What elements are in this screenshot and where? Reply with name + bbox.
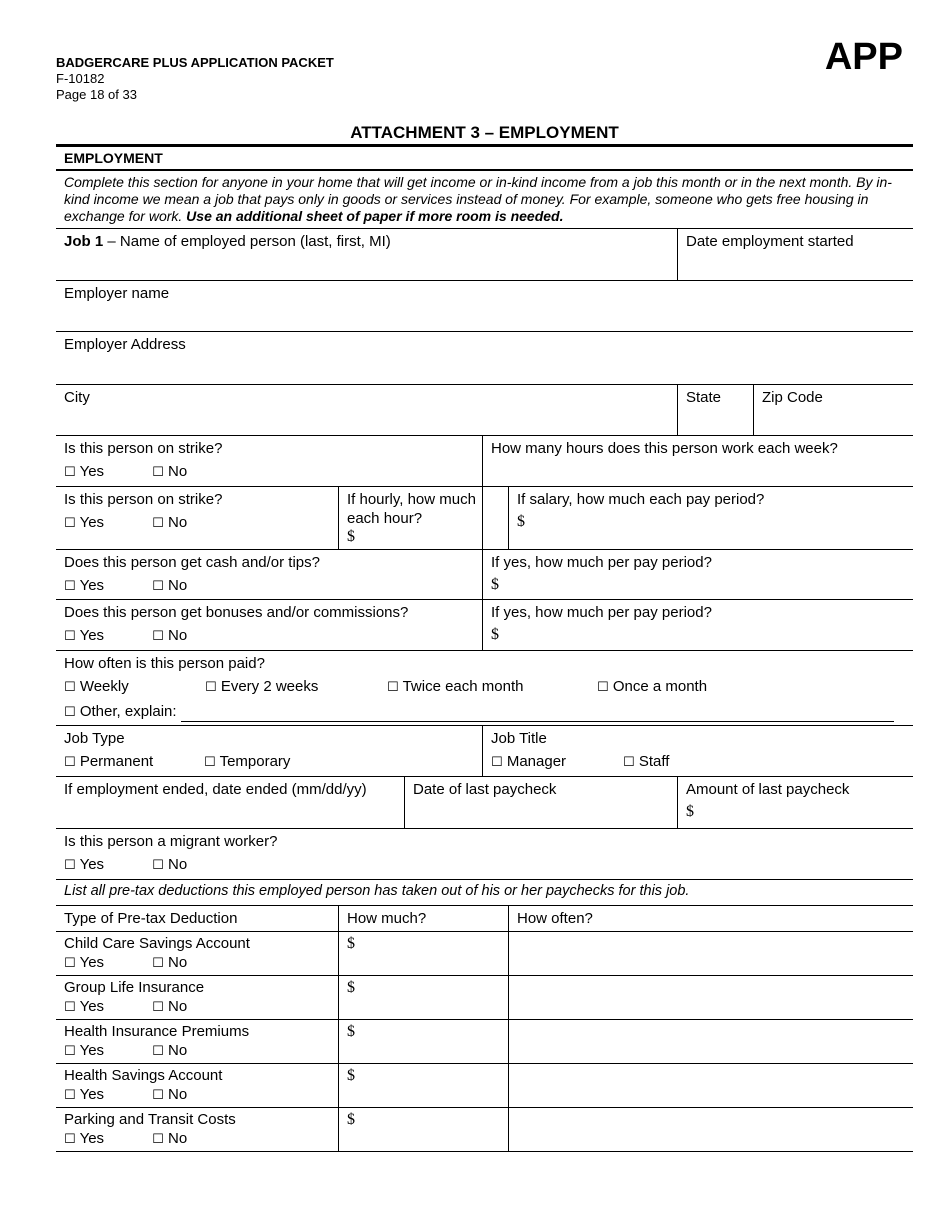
last-paycheck-date-field[interactable]: Date of last paycheck	[404, 777, 677, 828]
zip-field[interactable]: Zip Code	[753, 385, 913, 435]
job-type-question: Job Type ☐ Permanent ☐ Temporary	[64, 730, 291, 770]
strike-yes-checkbox[interactable]: ☐ Yes	[64, 463, 105, 480]
strike2-no-checkbox[interactable]: ☐ No	[152, 514, 188, 531]
hours-per-week-field[interactable]: How many hours does this person work each week?	[482, 436, 913, 486]
deduction-row	[56, 976, 913, 1020]
deduction-row	[56, 1020, 913, 1064]
deduction-row	[56, 1108, 913, 1152]
deduction-type-label: Health Insurance Premiums	[64, 1023, 250, 1040]
pay-weekly-checkbox[interactable]: ☐ Weekly	[64, 678, 129, 695]
pay-frequency-question: How often is this person paid? ☐ Weekly ☐ Every 2 weeks ☐ Twice each month ☐ Once a month ☐ Other, explain:	[56, 651, 913, 725]
deduction-yes-checkbox[interactable]: ☐ Yes	[64, 1042, 105, 1059]
employer-name-field[interactable]: Employer name	[64, 285, 170, 302]
job-title-question: Job Title ☐ Manager ☐ Staff	[482, 726, 913, 776]
deduction-yes-checkbox[interactable]: ☐ Yes	[64, 1086, 105, 1103]
bonus-question: Does this person get bonuses and/or commissions? ☐ Yes ☐ No	[64, 604, 409, 644]
pay-monthly-checkbox[interactable]: ☐ Once a month	[597, 678, 708, 695]
pay-other-checkbox[interactable]: ☐ Other, explain:	[64, 703, 177, 720]
col-how-often: How often?	[508, 906, 913, 931]
bonus-amount-field[interactable]: If yes, how much per pay period? $	[482, 600, 913, 650]
job-type-permanent-checkbox[interactable]: ☐ Permanent	[64, 753, 154, 770]
form-header	[56, 55, 334, 103]
deduction-row	[56, 1064, 913, 1108]
col-deduction-type: Type of Pre-tax Deduction	[64, 910, 238, 927]
section-intro: Complete this section for anyone in your home that will get income or in-kind income from a job this month or in the next month. By in-kind income we mean a job that pays only in goods or services instead of money. For example, someone who gets free housing in exchange for work. Use an additional sheet of paper if more room is needed.	[64, 174, 892, 224]
tips-question: Does this person get cash and/or tips? ☐ Yes ☐ No	[64, 554, 320, 594]
deductions-header-row	[56, 906, 913, 932]
hourly-rate-field[interactable]: If hourly, how much each hour? $	[338, 487, 482, 549]
pay-other-explain-input[interactable]	[181, 706, 894, 722]
employer-address-field[interactable]: Employer Address	[64, 336, 186, 353]
tips-yes-checkbox[interactable]: ☐ Yes	[64, 577, 105, 594]
form-number: F-10182	[56, 71, 105, 86]
state-field[interactable]: State	[677, 385, 753, 435]
strike-question: Is this person on strike? ☐ Yes ☐ No	[64, 440, 223, 480]
tips-amount-field[interactable]: If yes, how much per pay period? $	[482, 550, 913, 599]
salary-field[interactable]: If salary, how much each pay period? $	[508, 487, 913, 549]
deduction-type-label: Child Care Savings Account	[64, 935, 250, 952]
migrant-no-checkbox[interactable]: ☐ No	[152, 856, 188, 873]
date-ended-field[interactable]: If employment ended, date ended (mm/dd/yy)	[64, 781, 367, 798]
deduction-type-label: Health Savings Account	[64, 1067, 223, 1084]
page-title: ATTACHMENT 3 – EMPLOYMENT	[350, 123, 619, 142]
strike2-yes-checkbox[interactable]: ☐ Yes	[64, 514, 105, 531]
bonus-no-checkbox[interactable]: ☐ No	[152, 627, 188, 644]
deduction-amount-field[interactable]: $	[338, 1108, 508, 1151]
deduction-frequency-field[interactable]	[508, 932, 913, 975]
deduction-no-checkbox[interactable]: ☐ No	[152, 1086, 188, 1103]
job-type-temporary-checkbox[interactable]: ☐ Temporary	[204, 753, 291, 770]
strike-no-checkbox[interactable]: ☐ No	[152, 463, 188, 480]
deduction-amount-field[interactable]: $	[338, 932, 508, 975]
deduction-type-label: Group Life Insurance	[64, 979, 205, 996]
deduction-no-checkbox[interactable]: ☐ No	[152, 998, 188, 1015]
section-heading: EMPLOYMENT	[56, 147, 913, 171]
migrant-question: Is this person a migrant worker? ☐ Yes ☐ No	[64, 833, 278, 873]
migrant-yes-checkbox[interactable]: ☐ Yes	[64, 856, 105, 873]
deduction-no-checkbox[interactable]: ☐ No	[152, 954, 188, 971]
employee-name-field[interactable]: Job 1 – Name of employed person (last, first, MI)	[64, 233, 391, 250]
app-code: APP	[824, 36, 903, 78]
deduction-row	[56, 932, 913, 976]
deduction-amount-field[interactable]: $	[338, 1064, 508, 1107]
intro-row	[56, 171, 913, 229]
deduction-yes-checkbox[interactable]: ☐ Yes	[64, 954, 105, 971]
deduction-yes-checkbox[interactable]: ☐ Yes	[64, 998, 105, 1015]
pay-twice-monthly-checkbox[interactable]: ☐ Twice each month	[387, 678, 524, 695]
deduction-no-checkbox[interactable]: ☐ No	[152, 1042, 188, 1059]
last-paycheck-amount-field[interactable]: Amount of last paycheck $	[677, 777, 913, 828]
deduction-type-label: Parking and Transit Costs	[64, 1111, 236, 1128]
date-started-field[interactable]: Date employment started	[677, 229, 913, 280]
packet-title: BADGERCARE PLUS APPLICATION PACKET	[56, 55, 334, 70]
deduction-frequency-field[interactable]	[508, 1064, 913, 1107]
col-how-much: How much?	[338, 906, 508, 931]
job-title-manager-checkbox[interactable]: ☐ Manager	[491, 753, 567, 770]
pay-every-2-weeks-checkbox[interactable]: ☐ Every 2 weeks	[205, 678, 319, 695]
bonus-yes-checkbox[interactable]: ☐ Yes	[64, 627, 105, 644]
deduction-frequency-field[interactable]	[508, 1020, 913, 1063]
tips-no-checkbox[interactable]: ☐ No	[152, 577, 188, 594]
deduction-frequency-field[interactable]	[508, 1108, 913, 1151]
page-number: Page 18 of 33	[56, 87, 137, 102]
deduction-frequency-field[interactable]	[508, 976, 913, 1019]
deduction-no-checkbox[interactable]: ☐ No	[152, 1130, 188, 1147]
deductions-instruction: List all pre-tax deductions this employed person has taken out of his or her paychecks for this job.	[64, 883, 690, 899]
deduction-amount-field[interactable]: $	[338, 976, 508, 1019]
city-field[interactable]: City	[64, 389, 90, 406]
job-title-staff-checkbox[interactable]: ☐ Staff	[623, 753, 670, 770]
deduction-yes-checkbox[interactable]: ☐ Yes	[64, 1130, 105, 1147]
strike-question-2: Is this person on strike? ☐ Yes ☐ No	[64, 491, 223, 531]
deduction-amount-field[interactable]: $	[338, 1020, 508, 1063]
employment-form	[56, 144, 913, 1152]
